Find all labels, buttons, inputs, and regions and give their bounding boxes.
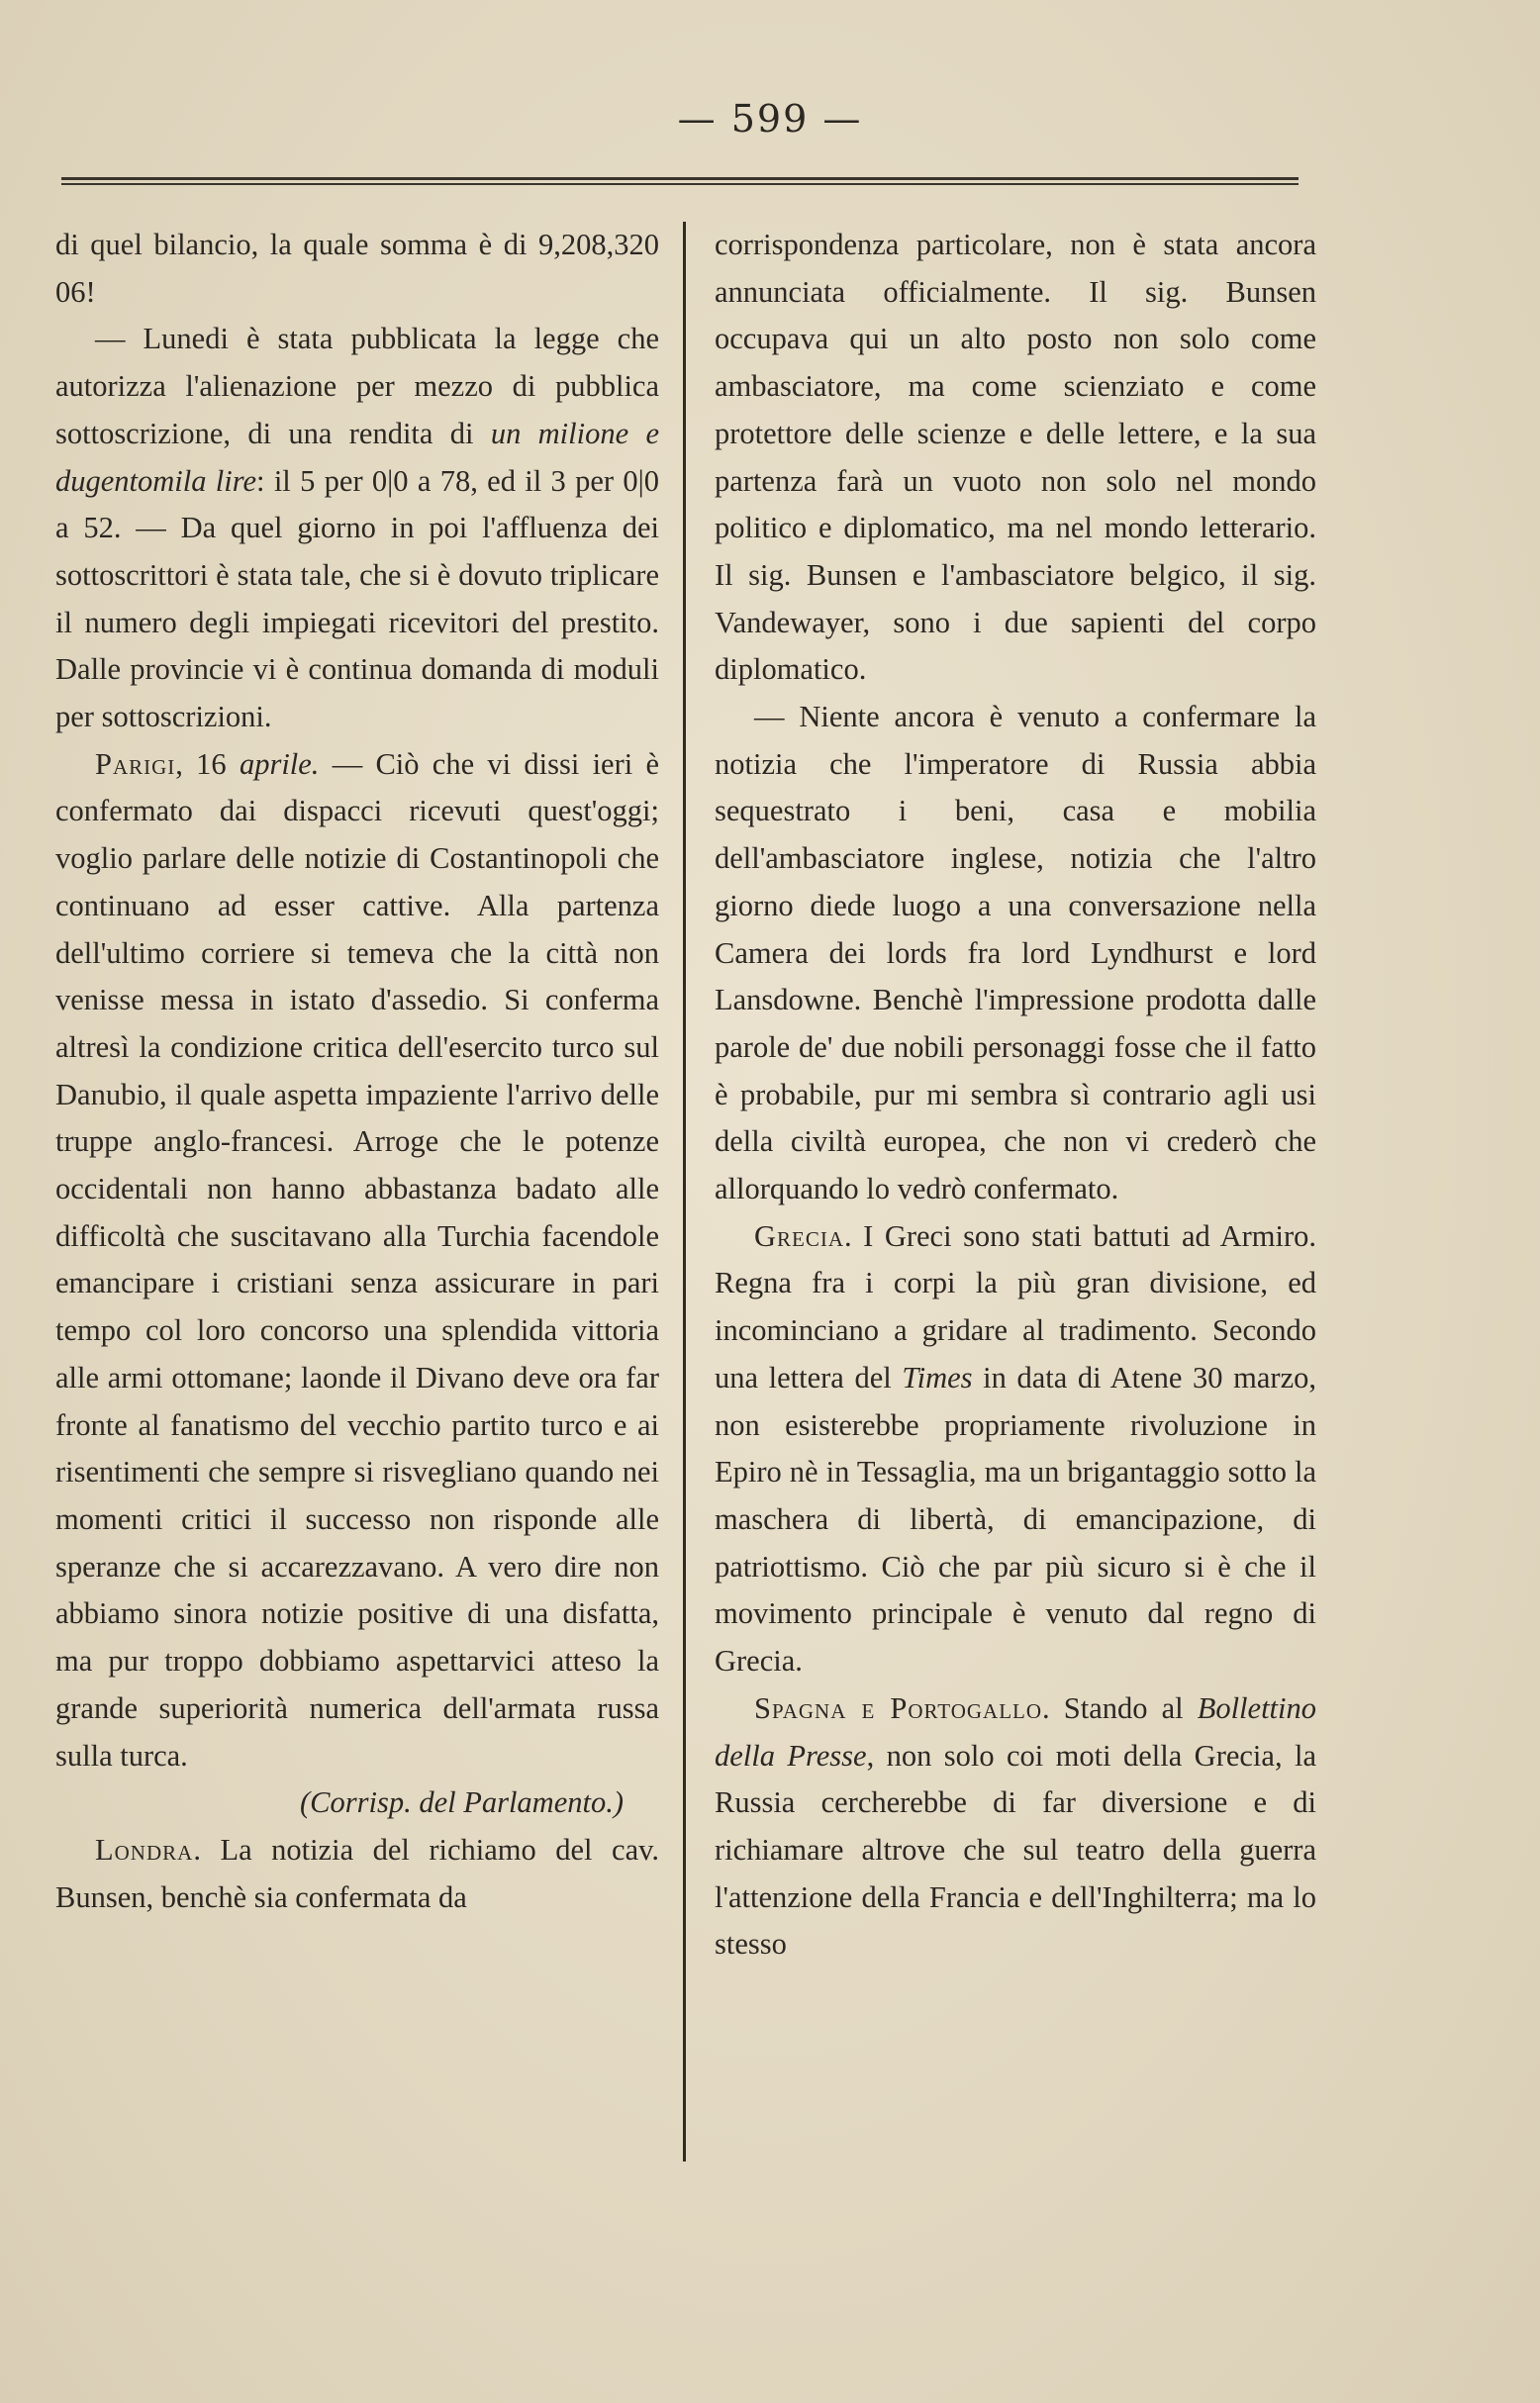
text-span: . La notizia del richiamo del cav. Bunsen, benchè sia confermata da [55, 1832, 659, 1914]
text-span: , 16 [175, 746, 240, 781]
left-column [55, 222, 659, 1921]
paragraph-londra [55, 1827, 659, 1921]
dateline-place: Grecia [754, 1218, 845, 1253]
emphasis-text: Times [902, 1360, 973, 1394]
text-span: . I Greci sono stati battuti ad Armiro. Regna fra i corpi la più gran divisione, ed incominciano a gridare al tradimento. Secondo una lettera del [715, 1218, 1316, 1394]
right-column [715, 222, 1316, 1969]
paragraph-russia: — Niente ancora è venuto a confermare la notizia che l'imperatore di Russia abbia sequestrato i beni, casa e mobilia dell'ambasciatore inglese, notizia che l'altro giorno diede luogo a una conversazione nella Camera dei lords fra lord Lyndhurst e lord Lansdowne. Benchè l'impressione prodotta dalle parole de' due nobili personaggi fosse che il fatto è probabile, pur mi sembra sì contrario agli usi della civiltà europea, che non vi crederò che allorquando lo vedrò confermato. [715, 700, 1316, 1206]
column-divider [683, 222, 686, 2162]
page-number: — 599 — [677, 97, 863, 141]
text-span: . Stando al [1042, 1690, 1198, 1725]
text-span: , non solo coi moti della Grecia, la Russia cercherebbe di far diversione e di richiamare altrove che sul teatro della guerra l'attenzione della Francia e dell'Inghilterra; ma lo stesso [715, 1738, 1316, 1962]
paragraph-bilancio: di quel bilancio, la quale somma è di 9,208,320 06! [55, 228, 659, 309]
paragraph-bunsen: corrispondenza particolare, non è stata ancora annunciata officialmente. Il sig. Bunsen occupava qui un alto posto non solo come ambasciatore, ma come scienziato e come protettore delle scienze e delle lettere, e la sua partenza farà un vuoto non solo nel mondo politico e diplomatico, ma nel mondo letterario. Il sig. Bunsen e l'ambasciatore belgico, il sig. Vandewayer, sono i due sapienti del corpo diplomatico. [715, 228, 1316, 687]
emphasis-text: Bollettino della Presse [715, 1690, 1316, 1773]
paragraph-legge [55, 316, 659, 740]
text-span: in data di Atene 30 marzo, non esisterebbe propriamente rivoluzione in Epiro nè in Tessaglia, ma un brigantaggio sotto la maschera di libertà, di emancipazione, di patriottismo. Ciò che par più sicuro si è che il movimento principale è venuto dal regno di Grecia. [715, 1360, 1316, 1679]
dateline-place: Spagna e Portogallo [754, 1690, 1043, 1725]
paragraph-spagna [715, 1685, 1316, 1969]
paragraph-parigi [55, 741, 659, 1779]
text-span: — Lunedi è stata pubblicata la legge che autorizza l'alienazione per mezzo di pubblica sottoscrizione, di una rendita di [55, 322, 659, 450]
source-signature: (Corrisp. del Parlamento.) [299, 1785, 624, 1820]
text-span: : il 5 per 0|0 a 78, ed il 3 per 0|0 a 52. — Da quel giorno in poi l'affluenza dei sottoscrittori è stata tale, che si è dovuto triplicare il numero degli impiegati ricevitori del prestito. Dalle provincie vi è continua domanda di moduli per sottoscrizioni. [55, 463, 659, 734]
dateline-place: Parigi [95, 746, 176, 781]
emphasis-text: un milione e dugentomila lire [55, 416, 659, 498]
paragraph-grecia [715, 1213, 1316, 1685]
dateline-month: aprile. [239, 746, 320, 781]
header-rule [61, 177, 1299, 185]
text-span: — Ciò che vi dissi ieri è confermato dai dispacci ricevuti quest'oggi; voglio parlare delle notizie di Costantinopoli che continuano ad esser cattive. Alla partenza dell'ultimo corriere si temeva che la città non venisse messa in istato d'assedio. Si conferma altresì la condizione critica dell'esercito turco sul Danubio, il quale aspetta impaziente l'arrivo delle truppe anglo-francesi. Arroge che le potenze occidentali non hanno abbastanza badato alle difficoltà che suscitavano alla Turchia facendole emancipare i cristiani senza assicurare in pari tempo col loro concorso una splendida vittoria alle armi ottomane; laonde il Divano deve ora far fronte al fanatismo del vecchio partito turco e ai risentimenti che sempre si risvegliano quando nei momenti critici il successo non risponde alle speranze che si accarezzavano. A vero dire non abbiamo sinora notizie positive di una disfatta, ma pur troppo dobbiamo aspettarvici atteso la grande superiorità numerica dell'armata russa sulla turca. [55, 746, 660, 1773]
dateline-place: Londra [95, 1832, 194, 1867]
